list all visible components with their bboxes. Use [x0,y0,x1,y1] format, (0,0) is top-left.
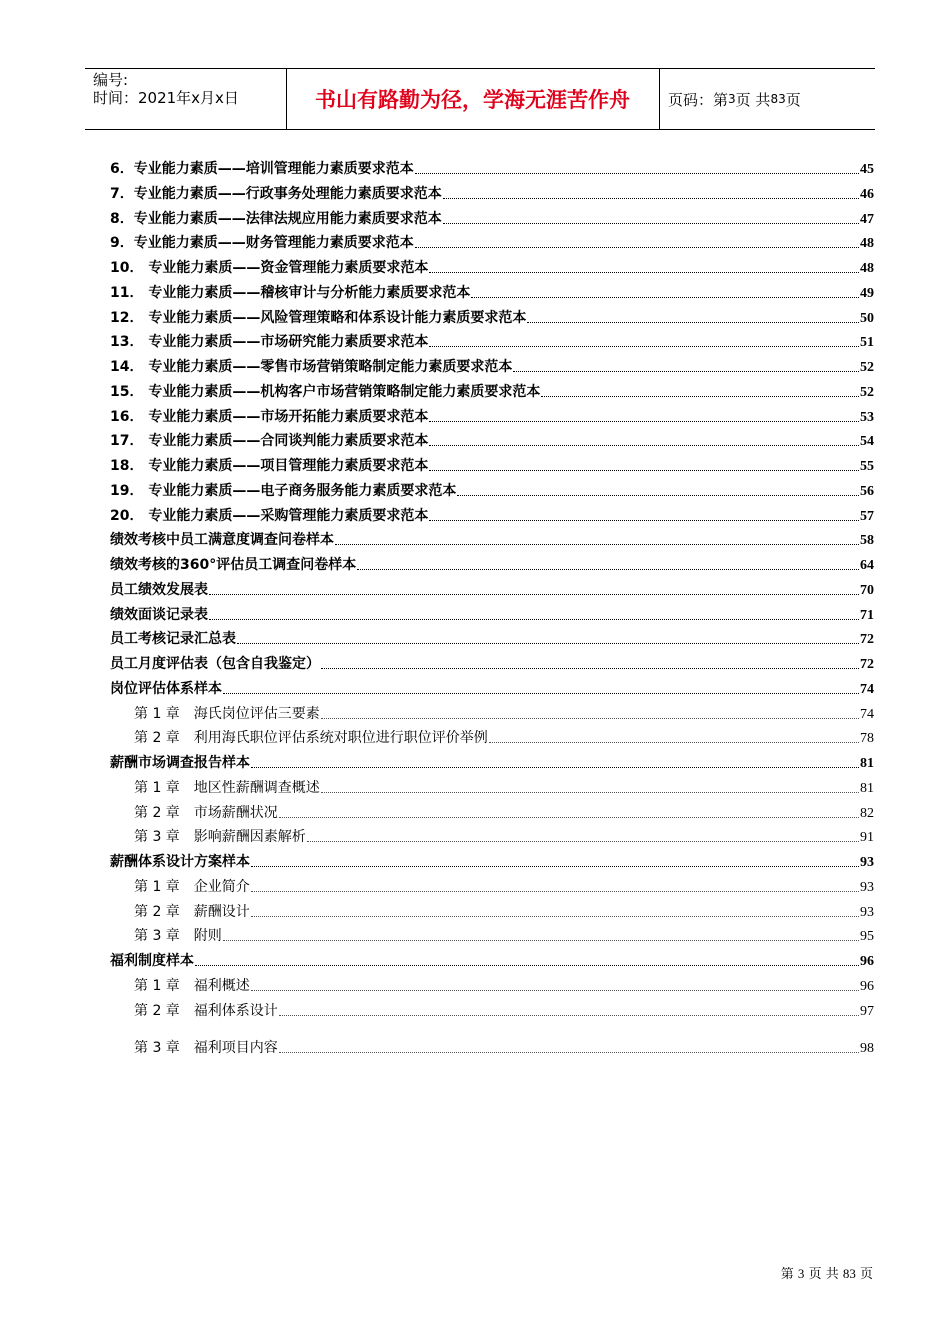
toc-entry-page: 54 [860,434,874,450]
toc-leader-dots [429,420,859,422]
header-page-current: 3 [728,92,736,106]
toc-entry[interactable] [110,948,874,970]
footer-page-current: 3 [797,1266,805,1281]
header-page-suffix: 页 [785,90,801,109]
toc-entry-title: 7．专业能力素质——行政事务处理能力素质要求范本 [110,185,442,202]
toc-entry-title: 6．专业能力素质——培训管理能力素质要求范本 [110,161,414,177]
header-motto: 书山有路勤为径，学海无涯苦作舟 [315,88,630,112]
toc-entry-page: 95 [860,929,874,945]
toc-entry-title: 第 3 章 影响薪酬因素解析 [134,829,306,846]
toc-entry-title: 员工月度评估表（包含自我鉴定） [110,656,320,672]
toc-entry-title: 14． 专业能力素质——零售市场营销策略制定能力素质要求范本 [110,359,513,375]
toc-entry-title: 绩效考核的360°评估员工调查问卷样本 [110,557,357,573]
toc-leader-dots [251,890,859,892]
toc-leader-dots [429,469,859,471]
toc-entry-page: 48 [860,261,874,276]
toc-entry[interactable] [110,478,874,500]
toc-entry-title: 第 1 章 海氏岗位评估三要素 [134,705,320,722]
toc-leader-dots [279,1051,859,1053]
header-page-total: 83 [770,92,786,106]
toc-entry-page: 71 [860,607,874,623]
toc-entry[interactable] [134,824,874,846]
toc-entry[interactable] [134,1035,874,1057]
toc-entry-page: 52 [860,384,874,400]
toc-entry[interactable] [110,849,874,871]
toc-entry[interactable] [110,305,874,327]
toc-entry[interactable] [110,602,874,624]
toc-entry-page: 96 [860,954,874,969]
toc-entry[interactable] [110,750,874,772]
toc-entry[interactable] [134,874,874,896]
toc-entry-title: 绩效考核中员工满意度调查问卷样本 [110,532,334,549]
toc-entry-page: 72 [860,657,874,672]
toc-entry[interactable] [110,156,874,178]
toc-entry-page: 82 [860,805,874,821]
toc-entry[interactable] [110,527,874,549]
toc-entry-title: 第 2 章 薪酬设计 [134,903,250,920]
toc-entry-title: 第 1 章 福利概述 [134,977,250,994]
toc-entry-title: 绩效面谈记录表 [110,606,208,623]
toc-entry-page: 58 [860,533,874,549]
toc-leader-dots [335,543,859,545]
toc-leader-dots [489,741,859,743]
toc-leader-dots [321,667,859,669]
toc-leader-dots [195,964,859,966]
toc-leader-dots [429,519,859,521]
toc-entry-page: 72 [860,632,874,648]
toc-entry-page: 49 [860,285,874,301]
toc-leader-dots [541,395,859,397]
toc-entry-title: 11． 专业能力素质——稽核审计与分析能力素质要求范本 [110,284,471,301]
toc-entry-page: 48 [860,236,874,252]
toc-entry[interactable] [134,800,874,822]
toc-entry[interactable] [110,453,874,475]
toc-entry-title: 第 2 章 福利体系设计 [134,1002,278,1019]
page-footer [781,1263,873,1282]
toc-entry[interactable] [110,329,874,351]
toc-entry-title: 第 3 章 附则 [134,928,222,945]
toc-leader-dots [279,816,859,818]
toc-leader-dots [237,642,859,644]
toc-leader-dots [457,494,859,496]
toc-entry[interactable] [110,181,874,203]
toc-entry[interactable] [110,503,874,525]
toc-leader-dots [429,345,859,347]
toc-leader-dots [415,246,859,248]
toc-leader-dots [429,271,859,273]
toc-entry-page: 93 [860,904,874,920]
toc-entry-page: 64 [860,558,874,573]
toc-entry-title: 8．专业能力素质——法律法规应用能力素质要求范本 [110,210,442,227]
toc-leader-dots [443,222,859,224]
toc-entry-page: 55 [860,459,874,474]
header-page-mid: 页 共 [735,90,771,109]
toc-leader-dots [209,618,859,620]
toc-leader-dots [443,197,859,199]
toc-entry-title: 9．专业能力素质——财务管理能力素质要求范本 [110,235,414,252]
page-header [85,68,875,130]
toc-entry-title: 10． 专业能力素质——资金管理能力素质要求范本 [110,260,429,276]
toc-entry-page: 98 [860,1041,874,1057]
toc-entry[interactable] [134,998,874,1020]
toc-entry-page: 96 [860,978,874,994]
toc-entry[interactable] [110,255,874,277]
toc-leader-dots [251,865,859,867]
toc-entry-page: 97 [860,1003,874,1019]
toc-entry-page: 56 [860,483,874,499]
toc-leader-dots [415,172,859,174]
toc-entry[interactable] [110,354,874,376]
toc-entry-page: 57 [860,508,874,524]
toc-entry-title: 员工绩效发展表 [110,581,208,598]
toc-entry-page: 91 [860,830,874,846]
toc-entry-title: 第 1 章 企业简介 [134,878,250,895]
toc-entry[interactable] [110,577,874,599]
toc-entry[interactable] [110,379,874,401]
toc-leader-dots [223,939,859,941]
toc-entry-title: 岗位评估体系样本 [110,680,222,697]
toc-leader-dots [279,1014,859,1016]
toc-entry-title: 第 1 章 地区性薪酬调查概述 [134,779,320,796]
toc-entry-title: 第 3 章 福利项目内容 [134,1040,278,1057]
toc-leader-dots [321,791,859,793]
toc-entry-title: 17． 专业能力素质——合同谈判能力素质要求范本 [110,433,429,450]
toc-entry[interactable] [134,725,874,747]
toc-entry-title: 15． 专业能力素质——机构客户市场营销策略制定能力素质要求范本 [110,383,541,400]
toc-entry-page: 74 [860,681,874,697]
toc-entry-page: 51 [860,335,874,351]
toc-entry-page: 47 [860,211,874,227]
toc-leader-dots [471,296,859,298]
toc-entry-title: 16． 专业能力素质——市场开拓能力素质要求范本 [110,408,429,425]
toc-entry[interactable] [110,626,874,648]
toc-entry-title: 18． 专业能力素质——项目管理能力素质要求范本 [110,458,429,474]
footer-mid: 页 共 [808,1267,839,1282]
toc-leader-dots [513,370,859,372]
toc-entry-title: 第 2 章 市场薪酬状况 [134,804,278,821]
toc-entry[interactable] [134,899,874,921]
toc-entry-page: 93 [860,879,874,895]
toc-entry-page: 52 [860,360,874,375]
toc-entry-title: 薪酬体系设计方案样本 [110,854,250,870]
toc-entry[interactable] [110,280,874,302]
toc-entry-title: 19． 专业能力素质——电子商务服务能力素质要求范本 [110,482,457,499]
toc-entry[interactable] [110,552,874,574]
toc-entry-page: 46 [860,186,874,202]
toc-leader-dots [429,444,859,446]
toc-entry[interactable] [110,404,874,426]
footer-suffix: 页 [859,1267,873,1282]
toc-entry-page: 78 [860,731,874,747]
toc-leader-dots [321,717,859,719]
serial-number-label: 编号: [93,71,129,89]
toc-leader-dots [251,766,859,768]
toc-entry-title: 20． 专业能力素质——采购管理能力素质要求范本 [110,507,429,524]
toc-entry[interactable] [110,651,874,673]
toc-entry-page: 81 [860,780,874,796]
footer-prefix: 第 [780,1267,794,1282]
toc-leader-dots [251,915,859,917]
toc-entry-page: 45 [860,162,874,177]
toc-entry-page: 53 [860,409,874,425]
header-page-number [668,69,801,129]
time-label: 时间：2021年x月x日 [93,89,239,107]
toc-entry-title: 13． 专业能力素质——市场研究能力素质要求范本 [110,334,429,351]
toc-leader-dots [223,692,859,694]
toc-entry[interactable] [134,973,874,995]
toc-entry-title: 第 2 章 利用海氏职位评估系统对职位进行职位评价举例 [134,730,488,747]
toc-entry[interactable] [110,428,874,450]
toc-entry[interactable] [134,923,874,945]
header-divider-right [659,69,660,129]
toc-entry[interactable] [110,676,874,698]
toc-entry-title: 薪酬市场调查报告样本 [110,755,250,771]
toc-entry-page: 74 [860,706,874,722]
toc-entry[interactable] [110,206,874,228]
toc-entry-page: 93 [860,855,874,870]
toc-entry[interactable] [134,775,874,797]
toc-leader-dots [209,593,859,595]
footer-page-total: 83 [842,1266,856,1281]
toc-entry[interactable] [110,230,874,252]
toc-entry-title: 员工考核记录汇总表 [110,631,236,648]
toc-entry-page: 70 [860,582,874,598]
toc-entry-title: 福利制度样本 [110,953,194,969]
toc-leader-dots [307,840,859,842]
toc-leader-dots [251,989,859,991]
toc-leader-dots [527,321,859,323]
header-page-prefix: 页码：第 [668,90,729,109]
toc-leader-dots [357,568,859,570]
toc-entry-title: 12． 专业能力素质——风险管理策略和体系设计能力素质要求范本 [110,309,527,326]
toc-entry-page: 81 [860,756,874,771]
toc-entry-page: 50 [860,310,874,326]
toc-entry[interactable] [134,701,874,723]
